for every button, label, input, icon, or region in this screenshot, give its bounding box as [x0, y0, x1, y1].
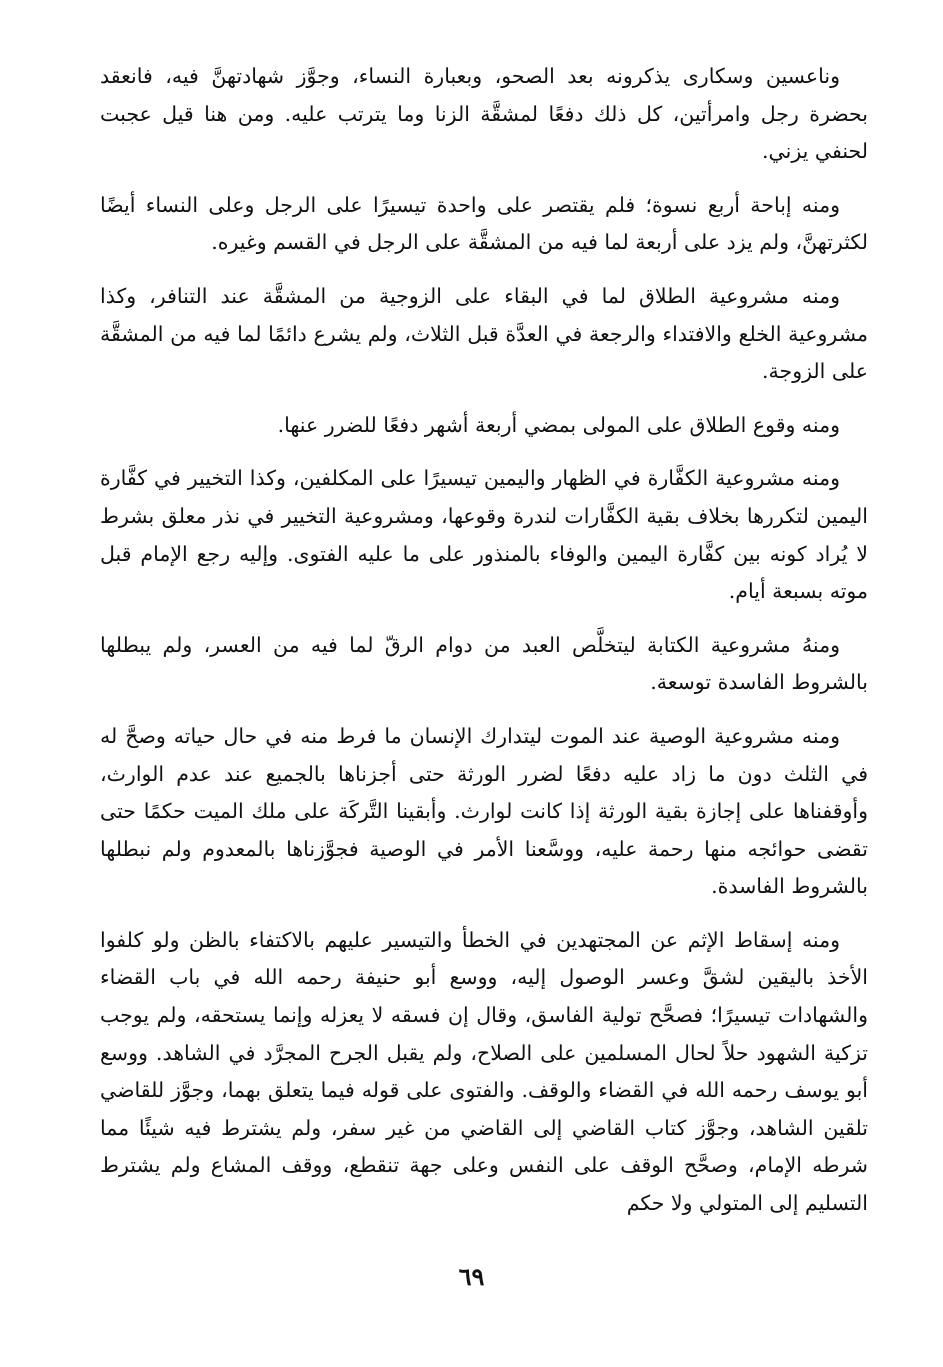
- paragraph-3: ومنه مشروعية الطلاق لما في البقاء على الزوجية من المشقَّة عند التنافر، وكذا مشروعية الخلع والافتداء والرجعة في العدَّة قبل الثلاث، ولم يشرع دائمًا لما فيه من المشقَّة على الزوجة.: [100, 283, 868, 384]
- paragraph-5: ومنه مشروعية الكفَّارة في الظهار واليمين تيسيرًا على المكلفين، وكذا التخيير في كفَّارة اليمين لتكررها بخلاف بقية الكفَّارات لندرة وقوعها، ومشروعية التخيير في نذر معلق بشرط لا يُراد كونه بين كفَّارة اليمين والوفاء بالمنذور على ما عليه الفتوى. وإليه رجع الإمام قبل موته بسبعة أيام.: [100, 466, 868, 604]
- paragraph-2: ومنه إباحة أربع نسوة؛ فلم يقتصر على واحدة تيسيرًا على الرجل وعلى النساء أيضًا لكثرتهنَّ، ولم يزد على أربعة لما فيه من المشقَّة على الرجل في القسم وغيره.: [100, 192, 868, 255]
- page-number: ٦٩: [458, 1262, 485, 1291]
- paragraph-8: ومنه إسقاط الإثم عن المجتهدين في الخطأ والتيسير عليهم بالاكتفاء بالظن ولو كلفوا الأخذ باليقين لشقَّ وعسر الوصول إليه، ووسع أبو حنيفة رحمه الله في باب القضاء والشهادات تيسيرًا؛ فصحَّح تولية الفاسق، وقال إن فسقه لا يعزله وإنما يستحقه، ولم يوجب تزكية الشهود حلاً لحال المسلمين على الصلاح، ولم يقبل الجرح المجرَّد في الشاهد. ووسع أبو يوسف رحمه الله في القضاء والوقف. والفتوى على قوله فيما يتعلق بهما، وجوَّز للقاضي تلقين الشاهد، وجوَّز كتاب القاضي إلى القاضي من غير سفر، ولم يشترط فيه شيئًا مما شرطه الإمام، وصحَّح الوقف على النفس وعلى جهة تنقطع، ووقف المشاع ولم يشترط التسليم إلى المتولي ولا حكم: [100, 927, 868, 1216]
- paragraph-4: ومنه وقوع الطلاق على المولى بمضي أربعة أشهر دفعًا للضرر عنها.: [277, 412, 840, 437]
- paragraph-6: ومنهُ مشروعية الكتابة ليتخلَّص العبد من دوام الرقّ لما فيه من العسر، ولم يبطلها بالشروط الفاسدة توسعة.: [100, 632, 868, 695]
- body-text: [100, 58, 868, 1239]
- paragraph-1: وناعسين وسكارى يذكرونه بعد الصحو، وبعبارة النساء، وجوَّز شهادتهنَّ فيه، فانعقد بحضرة رجل وامرأتين، كل ذلك دفعًا لمشقَّة الزنا وما يترتب عليه. ومن هنا قيل عجبت لحنفي يزني.: [100, 64, 868, 164]
- paragraph-7: ومنه مشروعية الوصية عند الموت ليتدارك الإنسان ما فرط منه في حال حياته وصحَّ له في الثلث دون ما زاد عليه دفعًا لضرر الورثة حتى أجزناها بالجميع عند عدم الوارث، وأوقفناها على إجازة بقية الورثة إذا كانت لوارث. وأبقينا التَّركَة على ملك الميت حكمًا حتى تقضى حوائجه منها رحمة عليه، ووسَّعنا الأمر في الوصية فجوَّزناها بالمعدوم ولم نبطلها بالشروط الفاسدة.: [100, 723, 868, 899]
